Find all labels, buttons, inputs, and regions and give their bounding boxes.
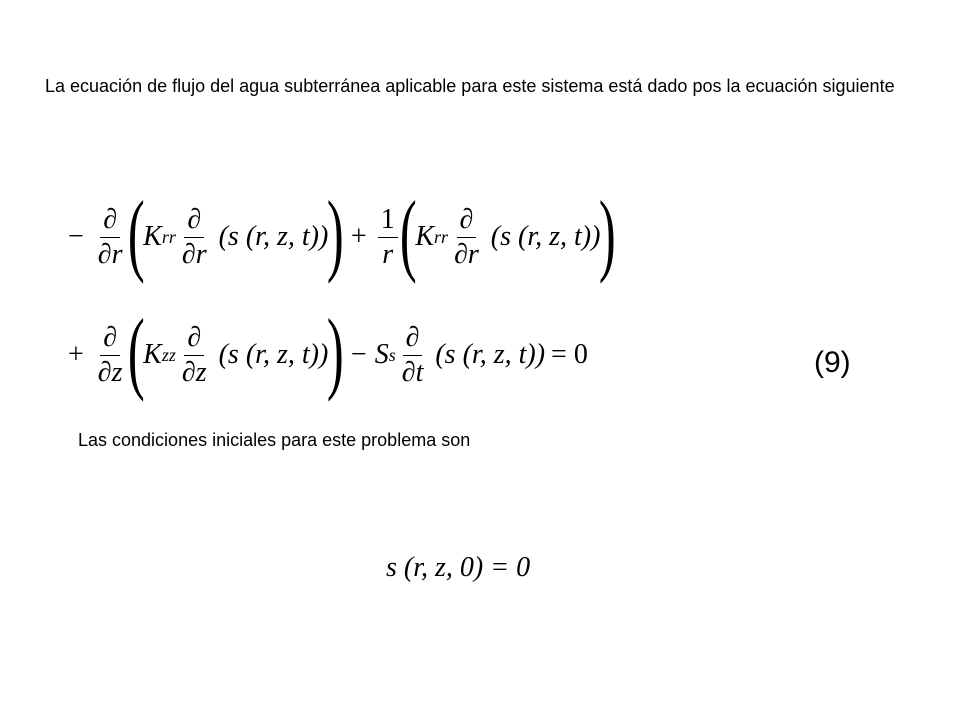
left-paren: ( (399, 182, 417, 284)
initial-condition-equation (386, 546, 530, 590)
fraction-numerator: ∂ (457, 206, 477, 238)
partial-z-operator (95, 321, 126, 388)
fraction-numerator: ∂ (184, 206, 204, 238)
fraction-denominator: ∂r (181, 238, 207, 270)
minus-sign: − (68, 221, 84, 252)
fraction-denominator: ∂r (454, 238, 479, 270)
k-subscript: zz (161, 344, 176, 365)
fraction-denominator: r (382, 238, 394, 270)
left-paren: ( (127, 182, 145, 284)
minus-sign: − (350, 339, 367, 370)
equation-line-1 (60, 182, 617, 284)
right-paren: ) (327, 300, 345, 402)
storage-subscript: s (388, 344, 396, 365)
plus-sign: + (68, 339, 84, 370)
left-paren: ( (127, 300, 145, 402)
partial-r-operator (451, 203, 482, 270)
fraction-denominator: ∂z (97, 356, 123, 388)
conditions-paragraph: Las condiciones iniciales para este problema son (78, 430, 471, 450)
equation-number: (9) (814, 346, 851, 379)
s-function: (s (r, z, t)) (435, 339, 546, 370)
right-paren: ) (327, 182, 345, 284)
intro-paragraph: La ecuación de flujo del agua subterránea aplicable para este sistema está dado pos la ecuación siguiente (45, 76, 895, 96)
right-paren: ) (599, 182, 617, 284)
partial-r-operator (179, 203, 210, 270)
partial-t-operator (399, 321, 427, 388)
equation-line-2 (60, 300, 588, 402)
initial-condition: s (r, z, 0) = 0 (386, 552, 531, 583)
s-function: (s (r, z, t)) (490, 221, 601, 252)
k-coefficient: K (415, 221, 435, 252)
equals-zero: = 0 (551, 339, 588, 370)
partial-z-operator (179, 321, 210, 388)
fraction-denominator: ∂t (401, 356, 424, 388)
fraction-numerator: ∂ (100, 324, 120, 356)
fraction-denominator: ∂r (97, 238, 123, 270)
fraction-denominator: ∂z (181, 356, 207, 388)
fraction-numerator: ∂ (184, 324, 204, 356)
k-coefficient: K (143, 339, 162, 370)
k-subscript: rr (434, 226, 449, 247)
fraction-numerator: 1 (378, 206, 398, 238)
k-coefficient: K (143, 221, 162, 252)
fraction-numerator: ∂ (403, 324, 423, 356)
storage-coefficient: S (374, 339, 389, 370)
one-over-r (378, 203, 398, 270)
fraction-numerator: ∂ (100, 206, 120, 238)
partial-r-operator (95, 203, 126, 270)
s-function: (s (r, z, t)) (218, 339, 329, 370)
plus-sign: + (350, 221, 367, 252)
s-function: (s (r, z, t)) (218, 221, 329, 252)
k-subscript: rr (161, 226, 176, 247)
